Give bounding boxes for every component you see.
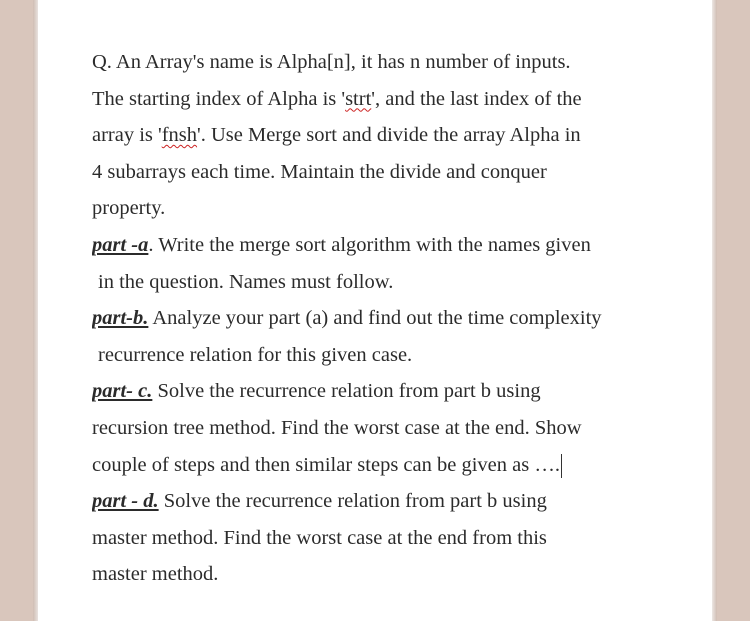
part-a-text-2: in the question. Names must follow. (98, 270, 394, 293)
part-a-label: part -a (92, 233, 149, 256)
part-d-line-2 (92, 520, 712, 557)
question-text-2a: The starting index of Alpha is ' (92, 87, 346, 110)
page-shadow-right (712, 0, 717, 621)
part-b-line-1 (92, 300, 712, 337)
part-d-line-3 (92, 556, 712, 593)
part-b-text-1: Analyze your part (a) and find out the time complexity (148, 307, 602, 330)
part-a-line-1 (92, 227, 712, 264)
question-text (92, 44, 712, 593)
question-line-1 (92, 44, 712, 81)
part-c-label: part- c. (92, 380, 153, 403)
question-text-3b: '. Use Merge sort and divide the array Alpha in (197, 124, 581, 147)
part-d-text-2: master method. Find the worst case at the end from this (92, 526, 547, 549)
part-d-text-3: master method. (92, 563, 219, 586)
spellcheck-word-fnsh: fnsh (161, 124, 198, 147)
part-c-text-3: couple of steps and then similar steps can be given as …. (92, 453, 560, 476)
text-cursor[interactable] (561, 454, 562, 478)
part-b-line-2 (92, 337, 712, 374)
part-c-line-2 (92, 410, 712, 447)
part-d-text-1: Solve the recurrence relation from part b using (158, 490, 547, 513)
spellcheck-word-strt: strt (345, 87, 372, 110)
question-line-4 (92, 154, 712, 191)
part-b-text-2: recurrence relation for this given case. (98, 343, 413, 366)
part-c-line-1 (92, 373, 712, 410)
question-text-2b: ', and the last index of the (371, 87, 582, 110)
part-b-label: part-b. (92, 307, 149, 330)
question-line-3 (92, 117, 712, 154)
question-text-1: Q. An Array's name is Alpha[n], it has n number of inputs. (92, 51, 571, 73)
part-c-text-1: Solve the recurrence relation from part b using (152, 380, 541, 403)
part-d-line-1 (92, 483, 712, 520)
part-c-text-2: recursion tree method. Find the worst case at the end. Show (92, 416, 582, 439)
question-text-5: property. (92, 197, 166, 220)
part-c-line-3 (92, 447, 712, 484)
part-a-text-1: . Write the merge sort algorithm with the names given (148, 233, 591, 256)
question-text-3a: array is ' (92, 124, 162, 147)
part-a-line-2 (92, 264, 712, 301)
question-line-2 (92, 81, 712, 118)
question-text-4: 4 subarrays each time. Maintain the divide and conquer (92, 160, 547, 183)
question-line-5 (92, 190, 712, 227)
part-d-label: part - d. (92, 490, 159, 513)
